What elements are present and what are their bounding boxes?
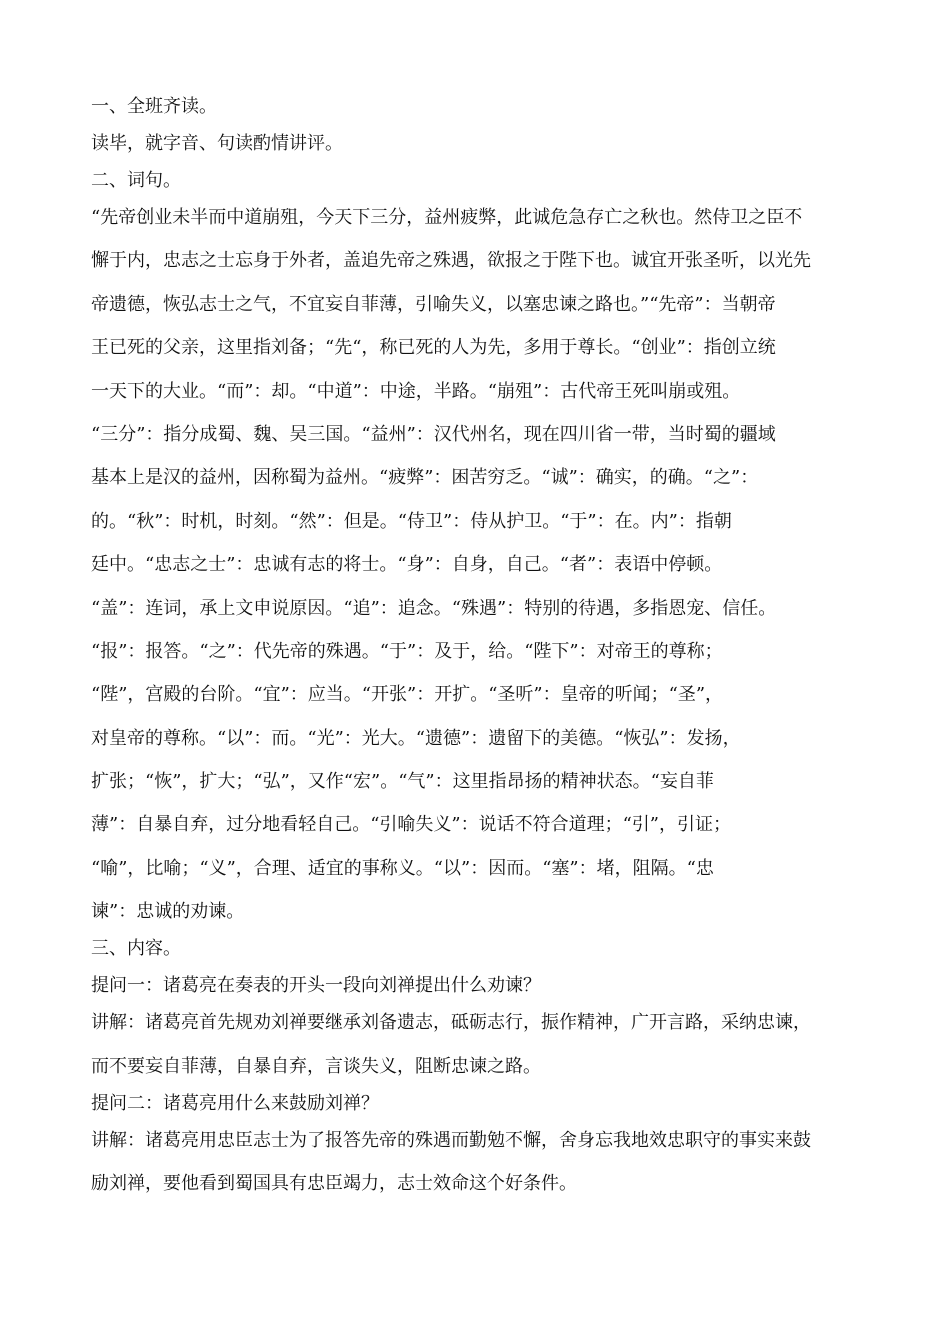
answer-1 <box>91 1012 869 1077</box>
paragraph-line: 懈于内，忠志之士忘身于外者，盖追先帝之殊遇，欲报之于陛下也。诚宜开张圣听，以光先 <box>91 250 811 272</box>
paragraph-line: “先帝创业未半而中道崩殂，今天下三分，益州疲弊，此诚危急存亡之秋也。然侍卫之臣不 <box>91 207 803 228</box>
paragraph-line: “陛”，宫殿的台阶。“宜”：应当。“开张”：开扩。“圣听”：皇帝的听闻；“圣”， <box>91 684 724 706</box>
reading-note: 读毕，就字音、句读酌情讲评。 <box>91 133 343 154</box>
paragraph-line: “盖”：连词，承上文申说原因。“追”：追念。“殊遇”：特别的待遇，多指恩宠、信任。 <box>91 597 777 619</box>
paragraph-line: 的。“秋”：时机，时刻。“然”：但是。“侍卫”：侍从护卫。“于”：在。内”：指朝 <box>91 510 732 532</box>
section-heading-3: 三、内容。 <box>91 938 181 960</box>
paragraph-line: 一天下的大业。“而”：却。“中道”：中途，半路。“崩殂”：古代帝王死叫崩或殂。 <box>91 380 741 402</box>
answer-line: 励刘禅，要他看到蜀国具有忠臣竭力，志士效命这个好条件。 <box>91 1173 577 1195</box>
paragraph-line: 基本上是汉的益州，因称蜀为益州。“疲弊”：困苦穷乏。“诚”：确实，的确。“之”： <box>91 467 759 489</box>
paragraph-line: “报”：报答。“之”：代先帝的殊遇。“于”：及于，给。“陛下”：对帝王的尊称； <box>91 640 723 662</box>
question-1: 提问一：诸葛亮在奏表的开头一段向刘禅提出什么劝谏？ <box>91 975 541 997</box>
section-heading-2: 二、词句。 <box>91 170 181 191</box>
answer-line: 而不要妄自菲薄，自暴自弃，言谈失义，阻断忠谏之路。 <box>91 1055 541 1077</box>
answer-2 <box>91 1130 869 1195</box>
answer-line: 讲解：诸葛亮首先规劝刘禅要继承刘备遗志，砥砺志行，振作精神，广开言路，采纳忠谏， <box>91 1012 811 1034</box>
paragraph-line: 对皇帝的尊称。“以”：而。“光”：光大。“遗德”：遗留下的美德。“恢弘”：发扬， <box>91 727 741 749</box>
paragraph-line: 廷中。“忠志之士”：忠诚有志的将士。“身”：自身，自己。“者”：表语中停顿。 <box>91 554 723 576</box>
paragraph-line: 帝遗德，恢弘志士之气，不宜妄自菲薄，引喻失义，以塞忠谏之路也。”“先帝”：当朝帝 <box>91 293 776 315</box>
paragraph-line: “三分”：指分成蜀、魏、吴三国。“益州”：汉代州名，现在四川省一带，当时蜀的疆域 <box>91 423 776 445</box>
section-heading-1: 一、全班齐读。 <box>91 96 217 117</box>
paragraph-line: 扩张；“恢”，扩大；“弘”，又作“宏”。“气”：这里指昂扬的精神状态。“妄自菲 <box>91 771 714 793</box>
paragraph-line: 王已死的父亲，这里指刘备；“先“，称已死的人为先，多用于尊长。“创业”：指创立统 <box>91 337 776 359</box>
vocabulary-paragraph <box>91 207 869 923</box>
question-2: 提问二：诸葛亮用什么来鼓励刘禅？ <box>91 1092 379 1114</box>
paragraph-line: “喻”，比喻；“义”，合理、适宜的事称义。“以”：因而。“塞”：堵，阻隔。“忠 <box>91 857 714 879</box>
answer-line: 讲解：诸葛亮用忠臣志士为了报答先帝的殊遇而勤勉不懈，舍身忘我地效忠职守的事实来鼓 <box>91 1129 811 1151</box>
paragraph-line: 薄”：自暴自弃，过分地看轻自己。“引喻失义”：说话不符合道理；“引”，引证； <box>91 814 732 836</box>
document-page <box>91 96 869 1210</box>
paragraph-line: 谏”：忠诚的劝谏。 <box>91 901 245 923</box>
